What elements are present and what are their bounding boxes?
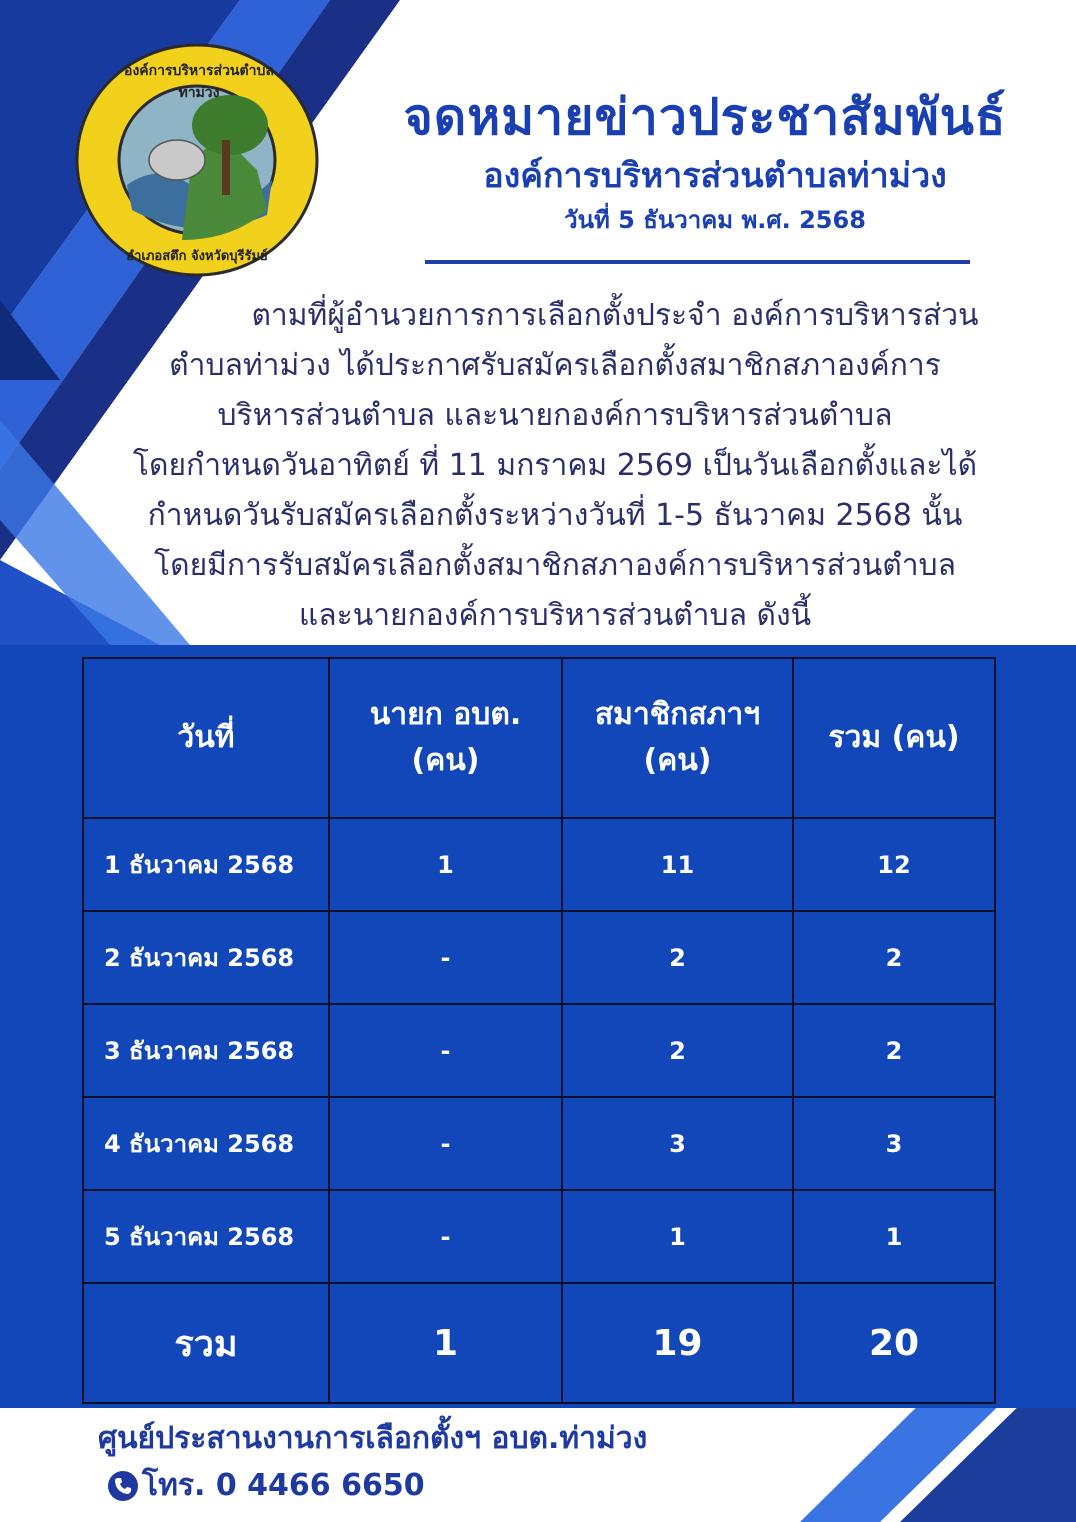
row-mayor: - bbox=[329, 1004, 562, 1097]
row-council: 11 bbox=[562, 818, 793, 911]
logo-top-text: องค์การบริหารส่วนตำบลท่าม่วง bbox=[124, 63, 274, 101]
table-row bbox=[83, 818, 995, 911]
row-mayor: 1 bbox=[329, 818, 562, 911]
row-total: 2 bbox=[793, 911, 995, 1004]
footer-phone bbox=[108, 1462, 425, 1509]
table-row bbox=[83, 911, 995, 1004]
issue-date: วันที่ 5 ธันวาคม พ.ศ. 2568 bbox=[564, 206, 866, 234]
footer-center-name: ศูนย์ประสานงานการเลือกตั้งฯ อบต.ท่าม่วง bbox=[98, 1421, 648, 1456]
row-mayor: - bbox=[329, 1190, 562, 1283]
header-date: วันที่ bbox=[83, 658, 329, 818]
paragraph-line-3: บริหารส่วนตำบล และนายกองค์การบริหารส่วนตำบล bbox=[217, 398, 893, 433]
paragraph-line-7: และนายกองค์การบริหารส่วนตำบล ดังนี้ bbox=[298, 598, 812, 633]
row-council: 3 bbox=[562, 1097, 793, 1190]
total-all: 20 bbox=[793, 1283, 995, 1403]
header-total: รวม (คน) bbox=[793, 658, 995, 818]
phone-number[interactable]: โทร. 0 4466 6650 bbox=[142, 1468, 425, 1503]
row-mayor: - bbox=[329, 1097, 562, 1190]
row-date: 4 ธันวาคม 2568 bbox=[83, 1097, 329, 1190]
table-row bbox=[83, 1190, 995, 1283]
paragraph-line-4: โดยกำหนดวันอาทิตย์ ที่ 11 มกราคม 2569 เป็นวันเลือกตั้งและได้ bbox=[132, 448, 978, 483]
page-title: จดหมายข่าวประชาสัมพันธ์ bbox=[403, 88, 1007, 146]
paragraph-line-6: โดยมีการรับสมัครเลือกตั้งสมาชิกสภาองค์การบริหารส่วนตำบล bbox=[153, 548, 956, 583]
row-council: 2 bbox=[562, 911, 793, 1004]
organization-name: องค์การบริหารส่วนตำบลท่าม่วง bbox=[483, 156, 947, 196]
paragraph-line-2: ตำบลท่าม่วง ได้ประกาศรับสมัครเลือกตั้งสมาชิกสภาองค์การ bbox=[169, 348, 941, 383]
table-total-row bbox=[83, 1283, 995, 1403]
row-date: 3 ธันวาคม 2568 bbox=[83, 1004, 329, 1097]
row-council: 2 bbox=[562, 1004, 793, 1097]
total-mayor: 1 bbox=[329, 1283, 562, 1403]
row-total: 1 bbox=[793, 1190, 995, 1283]
paragraph-line-1: ตามที่ผู้อำนวยการการเลือกตั้งประจำ องค์การบริหารส่วน bbox=[251, 298, 979, 333]
row-total: 12 bbox=[793, 818, 995, 911]
row-date: 5 ธันวาคม 2568 bbox=[83, 1190, 329, 1283]
row-total: 2 bbox=[793, 1004, 995, 1097]
header-mayor: นายก อบต. (คน) bbox=[329, 658, 562, 818]
table-header-row bbox=[83, 658, 995, 818]
phone-icon bbox=[108, 1471, 138, 1501]
paragraph-line-5: กำหนดวันรับสมัครเลือกตั้งระหว่างวันที่ 1-5 ธันวาคม 2568 นั้น bbox=[147, 498, 963, 533]
table-row bbox=[83, 1004, 995, 1097]
logo-bottom-text: อำเภอสตึก จังหวัดบุรีรัมย์ bbox=[126, 249, 268, 264]
candidate-table bbox=[82, 657, 996, 1404]
title-divider bbox=[425, 260, 970, 264]
row-mayor: - bbox=[329, 911, 562, 1004]
row-date: 1 ธันวาคม 2568 bbox=[83, 818, 329, 911]
table-row bbox=[83, 1097, 995, 1190]
row-total: 3 bbox=[793, 1097, 995, 1190]
total-council: 19 bbox=[562, 1283, 793, 1403]
row-council: 1 bbox=[562, 1190, 793, 1283]
logo-emblem bbox=[72, 40, 322, 280]
header-council: สมาชิกสภาฯ (คน) bbox=[562, 658, 793, 818]
total-label: รวม bbox=[83, 1283, 329, 1403]
row-date: 2 ธันวาคม 2568 bbox=[83, 911, 329, 1004]
